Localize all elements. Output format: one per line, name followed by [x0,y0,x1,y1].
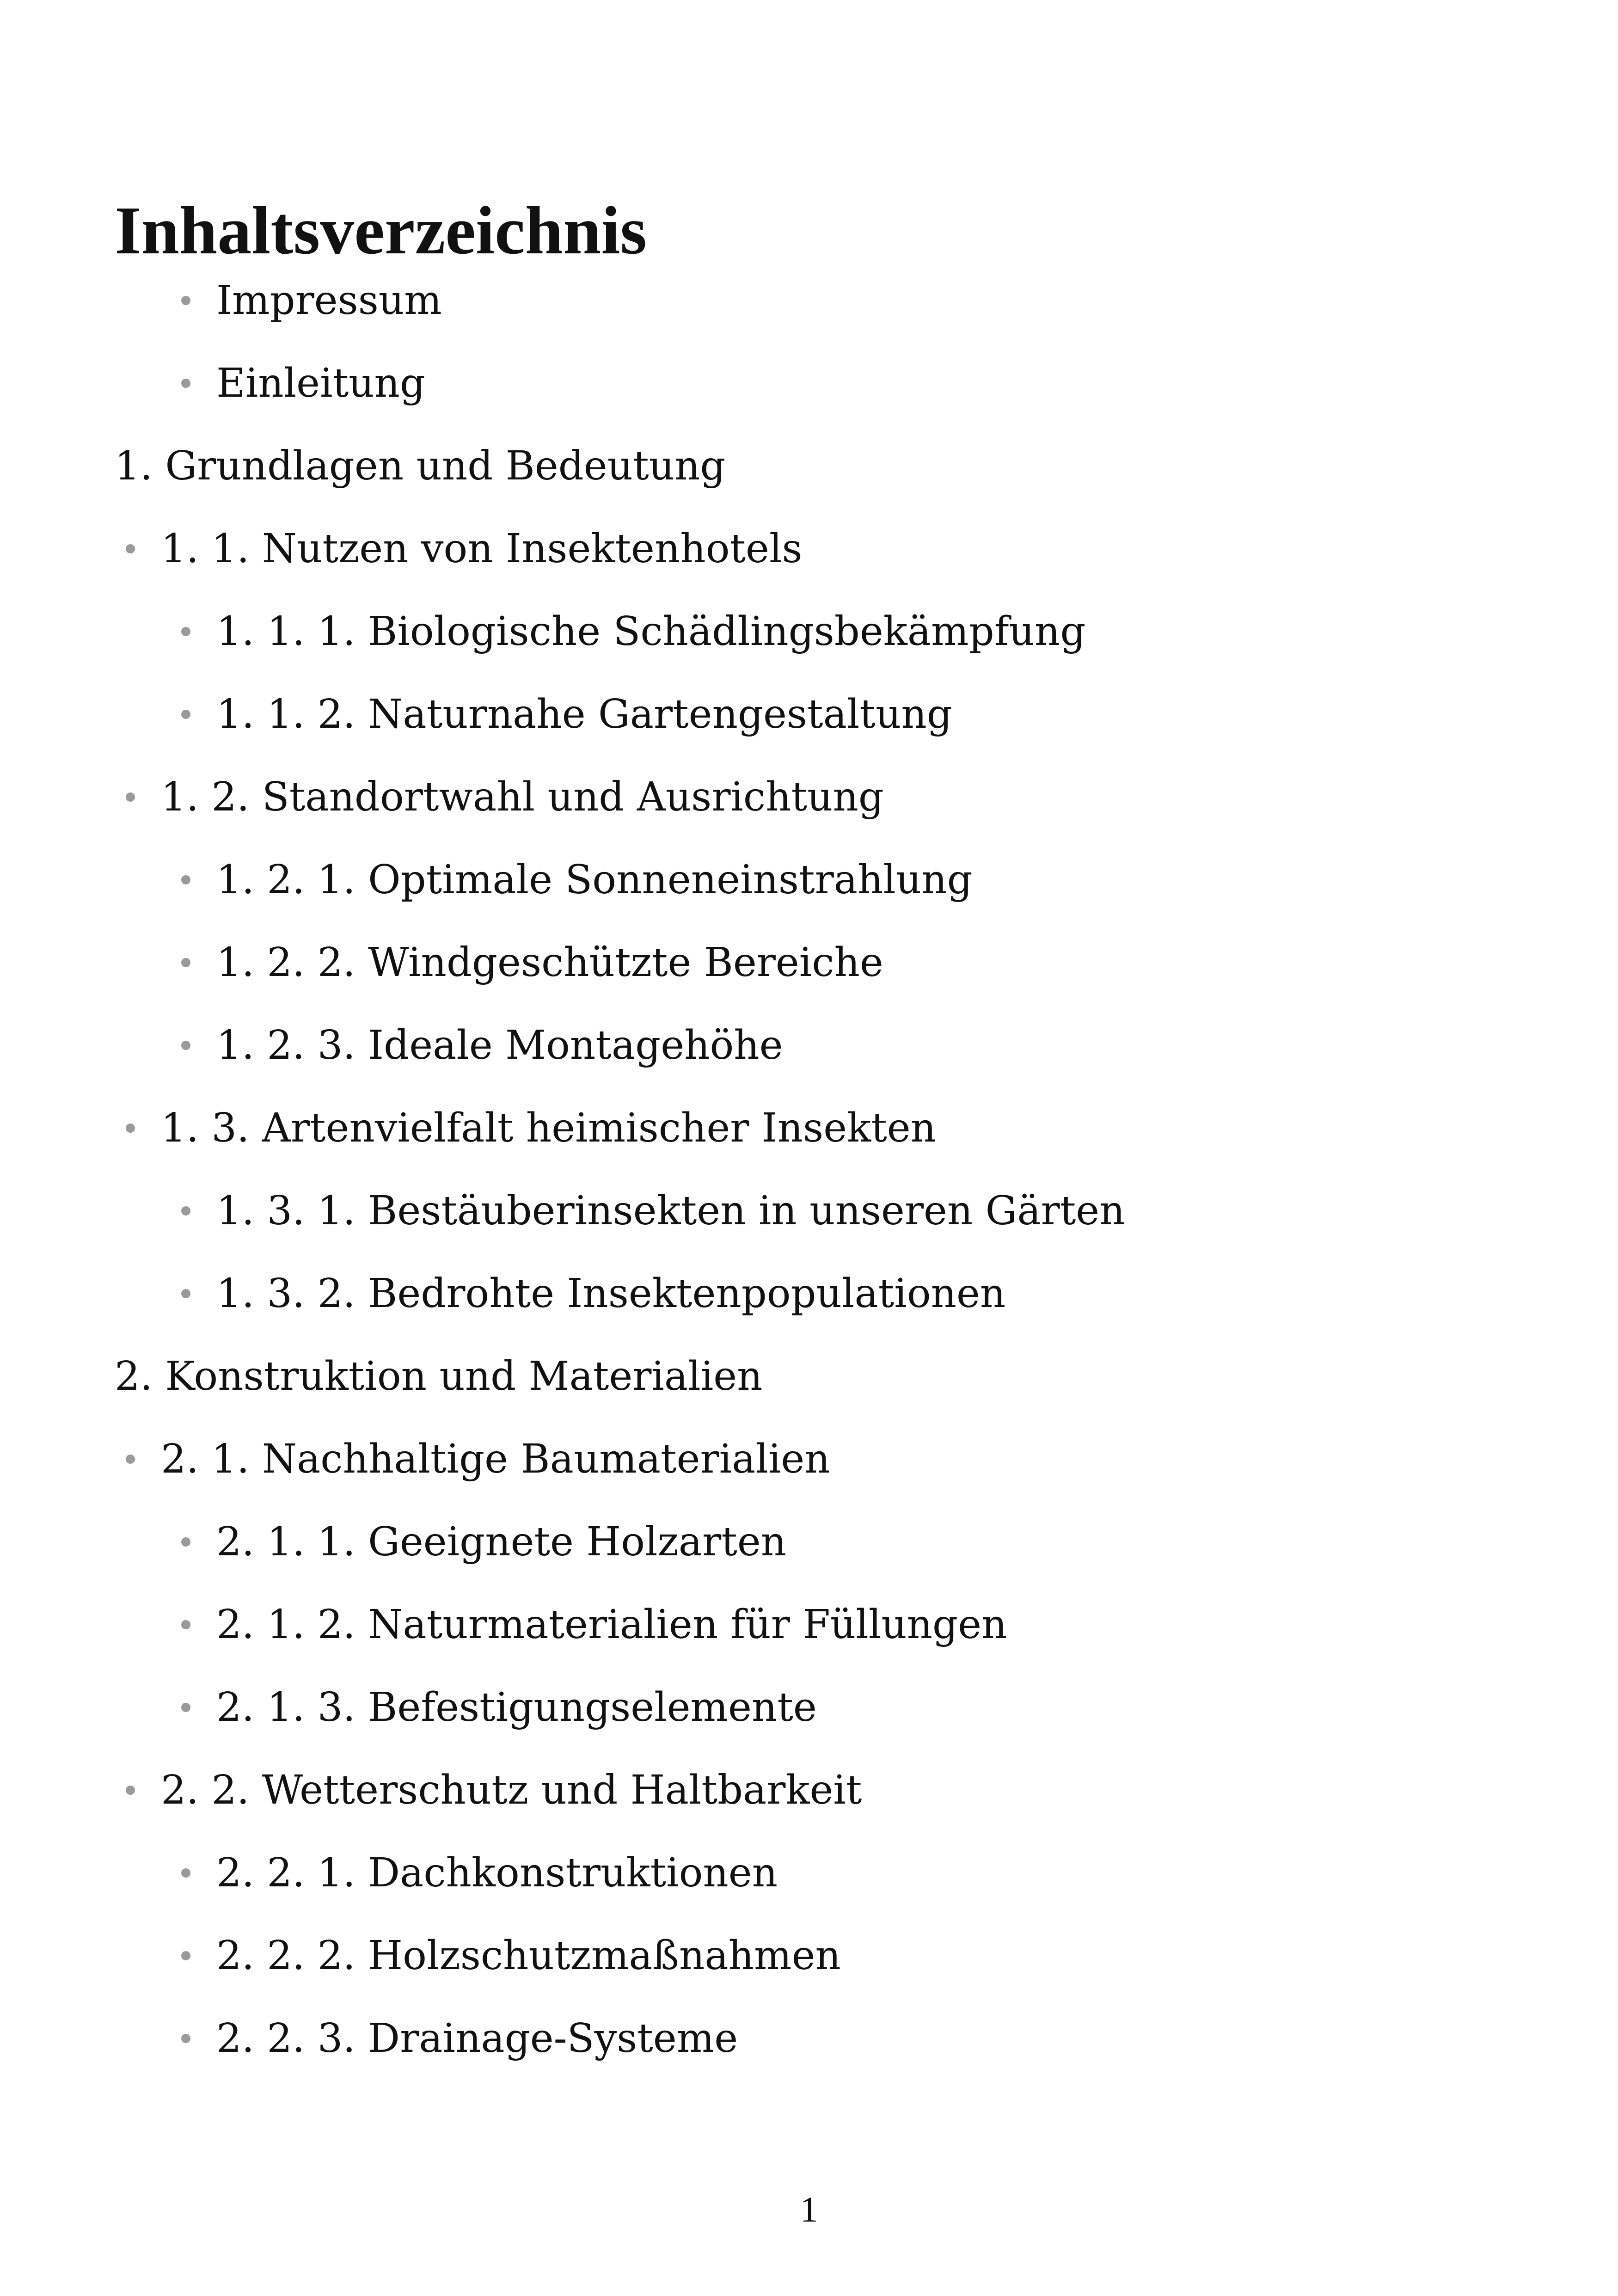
toc-entry-label: 2. 1. 1. Geeignete Holzarten [216,1519,787,1565]
toc-entry-label: 2. Konstruktion und Materialien [115,1353,763,1400]
bullet-icon [181,296,190,305]
toc-heading: Inhaltsverzeichnis [115,193,647,269]
bullet-icon [181,1620,190,1629]
toc-entry-label: 1. Grundlagen und Bedeutung [115,443,726,489]
bullet-icon [181,1537,190,1547]
toc-entry-level-2[interactable] [181,273,442,328]
toc-entry-level-2[interactable] [181,2011,738,2066]
toc-entry-level-2[interactable] [181,1597,1007,1652]
toc-entry-level-2[interactable] [181,852,973,908]
bullet-icon [181,627,190,636]
bullet-icon [181,875,190,884]
toc-entry-label: Einleitung [216,360,425,406]
toc-entry-level-2[interactable] [181,1514,786,1570]
toc-entry-level-1[interactable] [126,1100,936,1156]
bullet-icon [181,1951,190,1960]
toc-entry-level-2[interactable] [181,356,425,411]
toc-entry-label: 2. 1. 3. Befestigungselemente [216,1684,817,1731]
bullet-icon [126,1123,135,1133]
toc-entry-label: 1. 3. 1. Bestäuberinsekten in unseren Gärten [216,1188,1125,1234]
bullet-icon [181,1041,190,1050]
toc-entry-label: 1. 2. 1. Optimale Sonneneinstrahlung [216,857,973,903]
toc-entry-label: 2. 2. Wetterschutz und Haltbarkeit [161,1767,862,1813]
toc-entry-label: 1. 1. Nutzen von Insektenhotels [161,526,803,572]
bullet-icon [181,1868,190,1878]
toc-entry-label: 1. 3. Artenvielfalt heimischer Insekten [161,1105,937,1151]
toc-entry-label: 2. 1. 2. Naturmaterialien für Füllungen [216,1602,1007,1648]
toc-entry-label: 2. 2. 3. Drainage-Systeme [216,2015,738,2062]
toc-entry-label: Impressum [216,277,442,324]
bullet-icon [181,2034,190,2043]
toc-entry-level-2[interactable] [181,1928,841,1983]
bullet-icon [181,1703,190,1712]
bullet-icon [181,710,190,719]
bullet-icon [126,792,135,802]
toc-entry-level-2[interactable] [181,1680,817,1735]
bullet-icon [181,379,190,388]
toc-entry-level-2[interactable] [181,935,883,990]
toc-entry-level-2[interactable] [181,1266,1005,1321]
toc-entry-level-2[interactable] [181,1183,1125,1239]
bullet-icon [126,1786,135,1795]
toc-entry-level-1[interactable] [126,769,884,825]
toc-entry-level-1[interactable] [126,1762,862,1818]
bullet-icon [181,1206,190,1216]
toc-entry-level-2[interactable] [181,1845,778,1901]
toc-entry-label: 1. 2. Standortwahl und Ausrichtung [161,774,884,820]
bullet-icon [126,544,135,553]
toc-entry-level-1[interactable] [126,1431,830,1487]
bullet-icon [181,1289,190,1298]
toc-entry-label: 1. 2. 2. Windgeschützte Bereiche [216,939,883,986]
toc-entry-label: 1. 2. 3. Ideale Montagehöhe [216,1022,783,1068]
bullet-icon [181,958,190,967]
toc-entry-label: 2. 1. Nachhaltige Baumaterialien [161,1436,830,1482]
toc-entry-label: 2. 2. 2. Holzschutzmaßnahmen [216,1933,841,1979]
toc-entry-label: 2. 2. 1. Dachkonstruktionen [216,1850,778,1896]
bullet-icon [126,1455,135,1464]
toc-entry-level-2[interactable] [181,687,952,742]
toc-entry-level-1[interactable] [126,521,803,577]
toc-entry-level-0[interactable] [115,1349,763,1404]
page-number: 1 [800,2189,818,2229]
toc-entry-label: 1. 1. 2. Naturnahe Gartengestaltung [216,691,952,737]
toc-entry-level-2[interactable] [181,1018,783,1073]
toc-entry-label: 1. 1. 1. Biologische Schädlingsbekämpfung [216,608,1086,655]
toc-entry-level-0[interactable] [115,438,725,494]
toc-entry-label: 1. 3. 2. Bedrohte Insektenpopulationen [216,1271,1006,1317]
toc-entry-level-2[interactable] [181,604,1085,659]
